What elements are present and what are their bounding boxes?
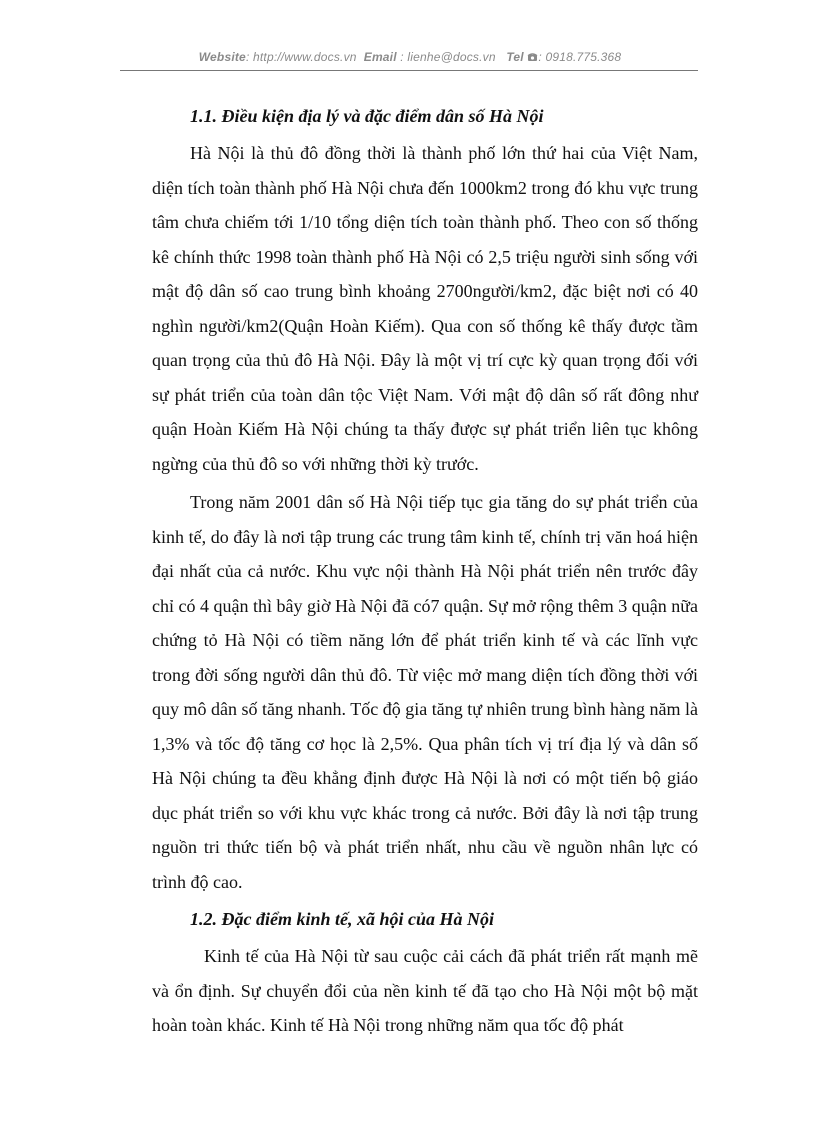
paragraph-3: Kinh tế của Hà Nội từ sau cuộc cải cách đã phát triển rất mạnh mẽ và ổn định. Sự chuyển đổi của nền kinh tế đã tạo cho Hà Nội một bộ mặt hoàn toàn khác. Kinh tế Hà Nội trong những năm qua tốc độ phát: [152, 946, 698, 1035]
website-label: Website: [198, 50, 246, 64]
paragraph-1: Hà Nội là thủ đô đồng thời là thành phố lớn thứ hai của Việt Nam, diện tích toàn thành phố Hà Nội chưa đến 1000km2 trong đó khu vực trung tâm chưa chiếm tới 1/10 tổng diện tích toàn thành phố. Theo con số thống kê chính thức 1998 toàn thành phố Hà Nội có 2,5 triệu người sinh sống với mật độ dân số cao trung bình khoảng 2700người/km2, đặc biệt nơi có 40 nghìn người/km2(Quận Hoàn Kiếm). Qua con số thống kê thấy được tầm quan trọng của thủ đô Hà Nội. Đây là một vị trí cực kỳ quan trọng đối với sự phát triển của toàn dân tộc Việt Nam. Với mật độ dân số rất đông như quận Hoàn Kiếm Hà Nội chúng ta thấy được sự phát triển liên tục không ngừng của thủ đô so với những thời kỳ trước.: [152, 143, 698, 474]
paragraph-2: Trong năm 2001 dân số Hà Nội tiếp tục gia tăng do sự phát triển của kinh tế, do đây là nơi tập trung các trung tâm kinh tế, chính trị văn hoá hiện đại nhất của cả nước. Khu vực nội thành Hà Nội phát triển nên trước đây chỉ có 4 quận thì bây giờ Hà Nội đã có7 quận. Sự mở rộng thêm 3 quận nữa chứng tỏ Hà Nội có tiềm năng lớn để phát triển kinh tế và các lĩnh vực trong đời sống người dân thủ đô. Từ việc mở mang diện tích đồng thời với quy mô dân số tăng nhanh. Tốc độ gia tăng tự nhiên trung bình hàng năm là 1,3% và tốc độ tăng cơ học là 2,5%. Qua phân tích vị trí địa lý và dân số Hà Nội chúng ta đều khẳng định được Hà Nội là nơi có một tiến bộ giáo dục phát triển so với khu vực khác trong cả nước. Bởi đây là nơi tập trung nguồn tri thức tiến bộ và phát triển nhất, nhu cầu về nguồn nhân lực có trình độ cao.: [152, 492, 698, 892]
section-heading-1-2: 1.2. Đặc điểm kinh tế, xã hội của Hà Nội: [190, 909, 495, 929]
tel-value: : 0918.775.368: [538, 50, 622, 64]
tel-label: Tel: [506, 50, 524, 64]
header-divider: [120, 70, 698, 71]
page-header: [120, 50, 700, 64]
email-label: Email: [363, 50, 397, 64]
website-value: : http://www.docs.vn: [245, 50, 357, 64]
document-body: [152, 96, 698, 1043]
section-heading-1-1: 1.1. Điều kiện địa lý và đặc điểm dân số Hà Nội: [190, 106, 544, 126]
phone-icon: [527, 50, 538, 64]
email-value: : lienhe@docs.vn: [400, 50, 496, 64]
